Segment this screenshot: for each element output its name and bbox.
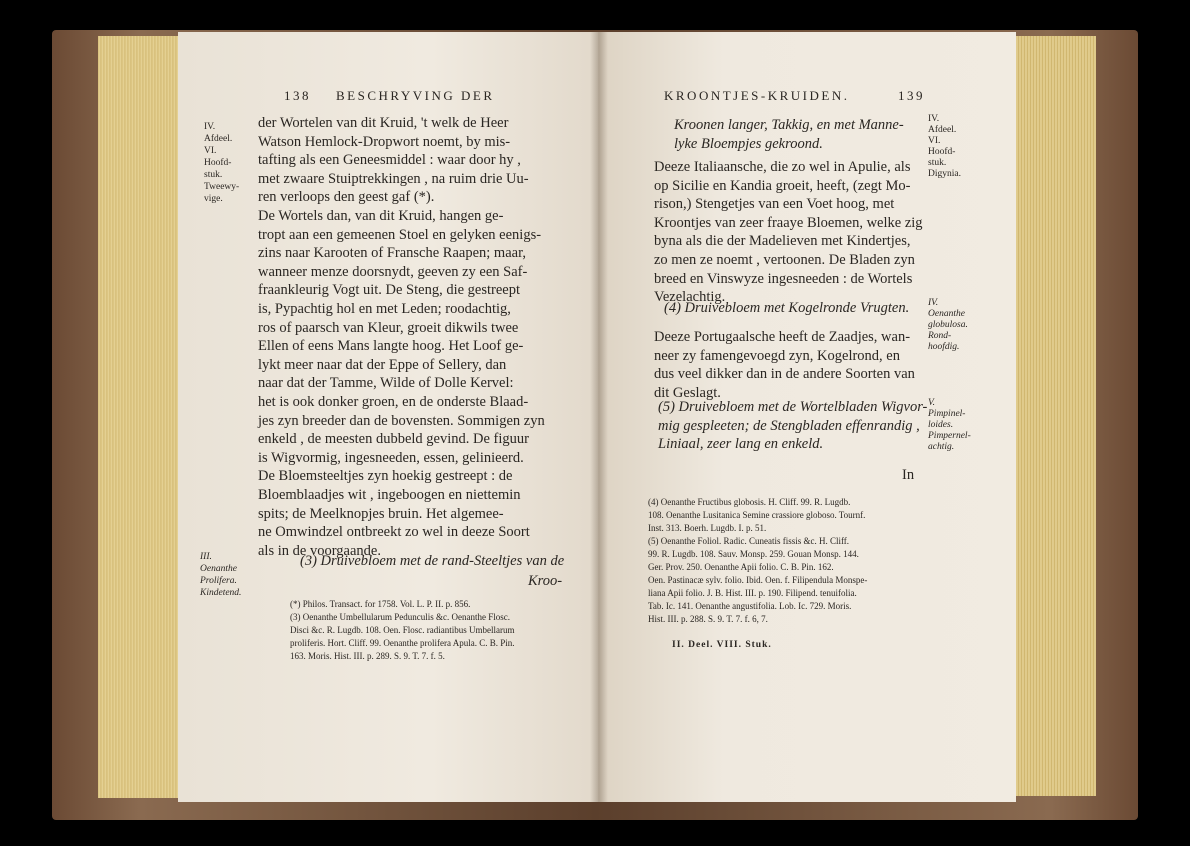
margin-line: Hoofd-	[928, 147, 956, 157]
left-page	[178, 32, 598, 802]
text-line: dus veel dikker dan in de andere Soorten van	[654, 366, 915, 383]
text-line: zins naar Karooten of Fransche Raapen; maar,	[258, 245, 526, 262]
text-line: fraankleurig Vogt uit. De Steng, die gestreept	[258, 282, 521, 299]
text-line: breed en Vinswyze ingesneeden : de Wortels	[654, 270, 913, 287]
text-line: is, Pypachtig hol en met Leden; roodachtig,	[258, 301, 511, 317]
text-line: tropt aan een gemeenen Stoel en gelyken eenigs-	[258, 226, 542, 243]
text-line: Watson Hemlock-Dropwort noemt, by mis-	[258, 133, 511, 150]
margin-line: vige.	[204, 194, 223, 204]
section-3-heading: (3) Druivebloem met de rand-Steeltjes van de	[300, 553, 565, 569]
margin-line: V.	[928, 398, 935, 408]
book-gutter	[590, 32, 608, 802]
margin-line: Hoofd-	[204, 158, 232, 168]
margin-line: stuk.	[204, 170, 223, 180]
footnote-line: liana Apii folio. J. B. Hist. III. p. 190. Filipend. tenuifolia.	[648, 588, 857, 598]
text-line: is Wigvormig, ingesneeden, essen, gelinieerd.	[258, 449, 524, 466]
margin-line: globulosa.	[928, 320, 968, 330]
footnote-line: Hist. III. p. 288. S. 9. T. 7. f. 6, 7.	[648, 614, 768, 624]
footnote-line: (4) Oenanthe Fructibus globosis. H. Cliff. 99. R. Lugdb.	[648, 497, 851, 507]
text-line: mig gespleeten; de Stengbladen effenrandig ,	[658, 417, 920, 434]
margin-line: Afdeel.	[204, 134, 233, 144]
margin-line: Prolifera.	[200, 576, 237, 586]
text-line: met zwaare Stuiptrekkingen , na ruim drie Uu-	[258, 170, 529, 187]
left-page-number: 138	[284, 88, 311, 103]
signature-line: II. Deel. VIII. Stuk.	[672, 640, 772, 650]
text-line: naar dat der Tamme, Wilde of Dolle Kervel:	[258, 375, 514, 392]
text-line: als in de voorgaande.	[258, 542, 381, 559]
margin-line: Tweewy-	[204, 182, 240, 192]
margin-line: Kindetend.	[200, 588, 242, 598]
margin-line: IV.	[928, 298, 939, 308]
text-line: op Sicilie en Kandia groeit, heeft, (zegt Mo-	[654, 177, 911, 194]
text-line: De Wortels dan, van dit Kruid, hangen ge-	[258, 208, 504, 224]
text-line: tafting als een Geneesmiddel : waar door hy ,	[258, 152, 521, 169]
margin-line: Afdeel.	[928, 125, 957, 135]
text-line: het is ook donker groen, en de onderste Blaad-	[258, 394, 529, 410]
footnote-line: (3) Oenanthe Umbellularum Pedunculis &c. Oenanthe Flosc.	[290, 612, 510, 622]
text-line: Vezelachtig.	[654, 289, 726, 306]
margin-line: Pimpinel-	[928, 409, 966, 419]
right-page-number: 139	[898, 88, 925, 103]
margin-line: Pimpernel-	[928, 431, 971, 441]
text-line: Kroonen langer, Takkig, en met Manne-	[674, 117, 904, 133]
margin-line: IV.	[928, 114, 940, 124]
right-running-head: KROONTJES-KRUIDEN.	[664, 88, 850, 103]
footnote-line: Inst. 313. Boerh. Lugdb. I. p. 51.	[648, 523, 767, 533]
text-line: zo men ze noemt , vertoonen. De Bladen zyn	[654, 252, 915, 268]
text-line: der Wortelen van dit Kruid, 't welk de Heer	[258, 115, 509, 131]
text-line: Liniaal, zeer lang en enkeld.	[658, 436, 824, 453]
catchword: In	[902, 467, 915, 483]
margin-line: hoofdig.	[928, 342, 960, 352]
margin-line: VI.	[928, 136, 941, 146]
footnote-line: 163. Moris. Hist. III. p. 289. S. 9. T. 7. f. 5.	[290, 651, 445, 661]
section-3-heading-end: Kroo-	[528, 573, 563, 589]
text-line: Bloemblaadjes wit , ingeboogen en niettemin	[258, 487, 521, 503]
footnote-line: proliferis. Hort. Cliff. 99. Oenanthe prolifera Apula. C. B. Pin.	[290, 638, 515, 648]
margin-line: stuk.	[928, 158, 947, 168]
text-line: ren verloops den geest gaf (*).	[258, 189, 435, 206]
text-line: byna als die der Madelieven met Kindertjes,	[654, 233, 911, 250]
footnote-line: Tab. Ic. 141. Oenanthe angustifolia. Lob. Ic. 729. Moris.	[648, 601, 852, 611]
margin-line: IV.	[204, 122, 216, 132]
text-line: Deeze Italiaansche, die zo wel in Apulie, als	[654, 159, 911, 175]
margin-line: Digynia.	[928, 169, 961, 179]
text-line: ne Omwindzel ontbreekt zo wel in deeze Soort	[258, 524, 530, 541]
text-line: ros of paarsch van Kleur, groeit dikwils twee	[258, 319, 519, 336]
margin-line: Oenanthe	[928, 309, 965, 319]
text-line: enkeld , de meesten dubbeld gevind. De figuur	[258, 431, 529, 448]
text-line: dit Geslagt.	[654, 384, 721, 401]
page-edges-right	[1012, 36, 1096, 796]
margin-line: VI.	[204, 146, 217, 156]
text-line: jes zyn breeder dan de bovensten. Sommigen zyn	[258, 412, 545, 429]
left-running-head: BESCHRYVING DER	[336, 88, 495, 103]
text-line: wanneer menze doorsnydt, geeven zy een Saf-	[258, 263, 528, 280]
margin-line: achtig.	[928, 442, 955, 452]
footnote-line: Disci &c. R. Lugdb. 108. Oen. Flosc. radiantibus Umbellarum	[290, 625, 515, 635]
page-edges-left	[98, 36, 178, 798]
footnote-line: Oen. Pastinacæ sylv. folio. Ibid. Oen. f. Filipendula Monspe-	[648, 575, 868, 585]
margin-line: Rond-	[928, 331, 952, 341]
footnote-line: 99. R. Lugdb. 108. Sauv. Monsp. 259. Gouan Monsp. 144.	[648, 549, 859, 559]
text-line: lyke Bloempjes gekroond.	[674, 135, 823, 152]
text-line: Kroontjes van zeer fraaye Bloemen, welke zig	[654, 214, 923, 231]
right-page	[598, 32, 1016, 802]
footnote-line: Ger. Prov. 250. Oenanthe Apii folio. C. B. Pin. 162.	[648, 562, 834, 572]
footnote-line: (*) Philos. Transact. for 1758. Vol. L. P. II. p. 856.	[290, 599, 471, 609]
text-line: Ellen of eens Mans langte hoog. Het Loof ge-	[258, 338, 524, 355]
text-line: De Bloemsteeltjes zyn hoekig gestreept : de	[258, 468, 513, 485]
text-line: rison,) Stengetjes van een Voet hoog, met	[654, 196, 895, 213]
text-line: lykt meer naar dat der Eppe of Sellery, dan	[258, 356, 507, 373]
text-line: Deeze Portugaalsche heeft de Zaadjes, wan-	[654, 329, 911, 345]
section-4-heading: (4) Druivebloem met Kogelronde Vrugten.	[664, 300, 910, 316]
footnote-line: 108. Oenanthe Lusitanica Semine crassiore globoso. Tournf.	[648, 510, 866, 520]
margin-line: loides.	[928, 420, 954, 430]
margin-line: Oenanthe	[200, 564, 237, 574]
footnote-line: (5) Oenanthe Foliol. Radic. Cuneatis fissis &c. H. Cliff.	[648, 536, 850, 546]
text-line: spits; de Meelknopjes bruin. Het algemee-	[258, 505, 504, 522]
margin-line: III.	[200, 552, 212, 562]
text-line: neer zy famengevoegd zyn, Kogelrond, en	[654, 347, 900, 364]
text-line: (5) Druivebloem met de Wortelbladen Wigvor-	[658, 399, 928, 415]
